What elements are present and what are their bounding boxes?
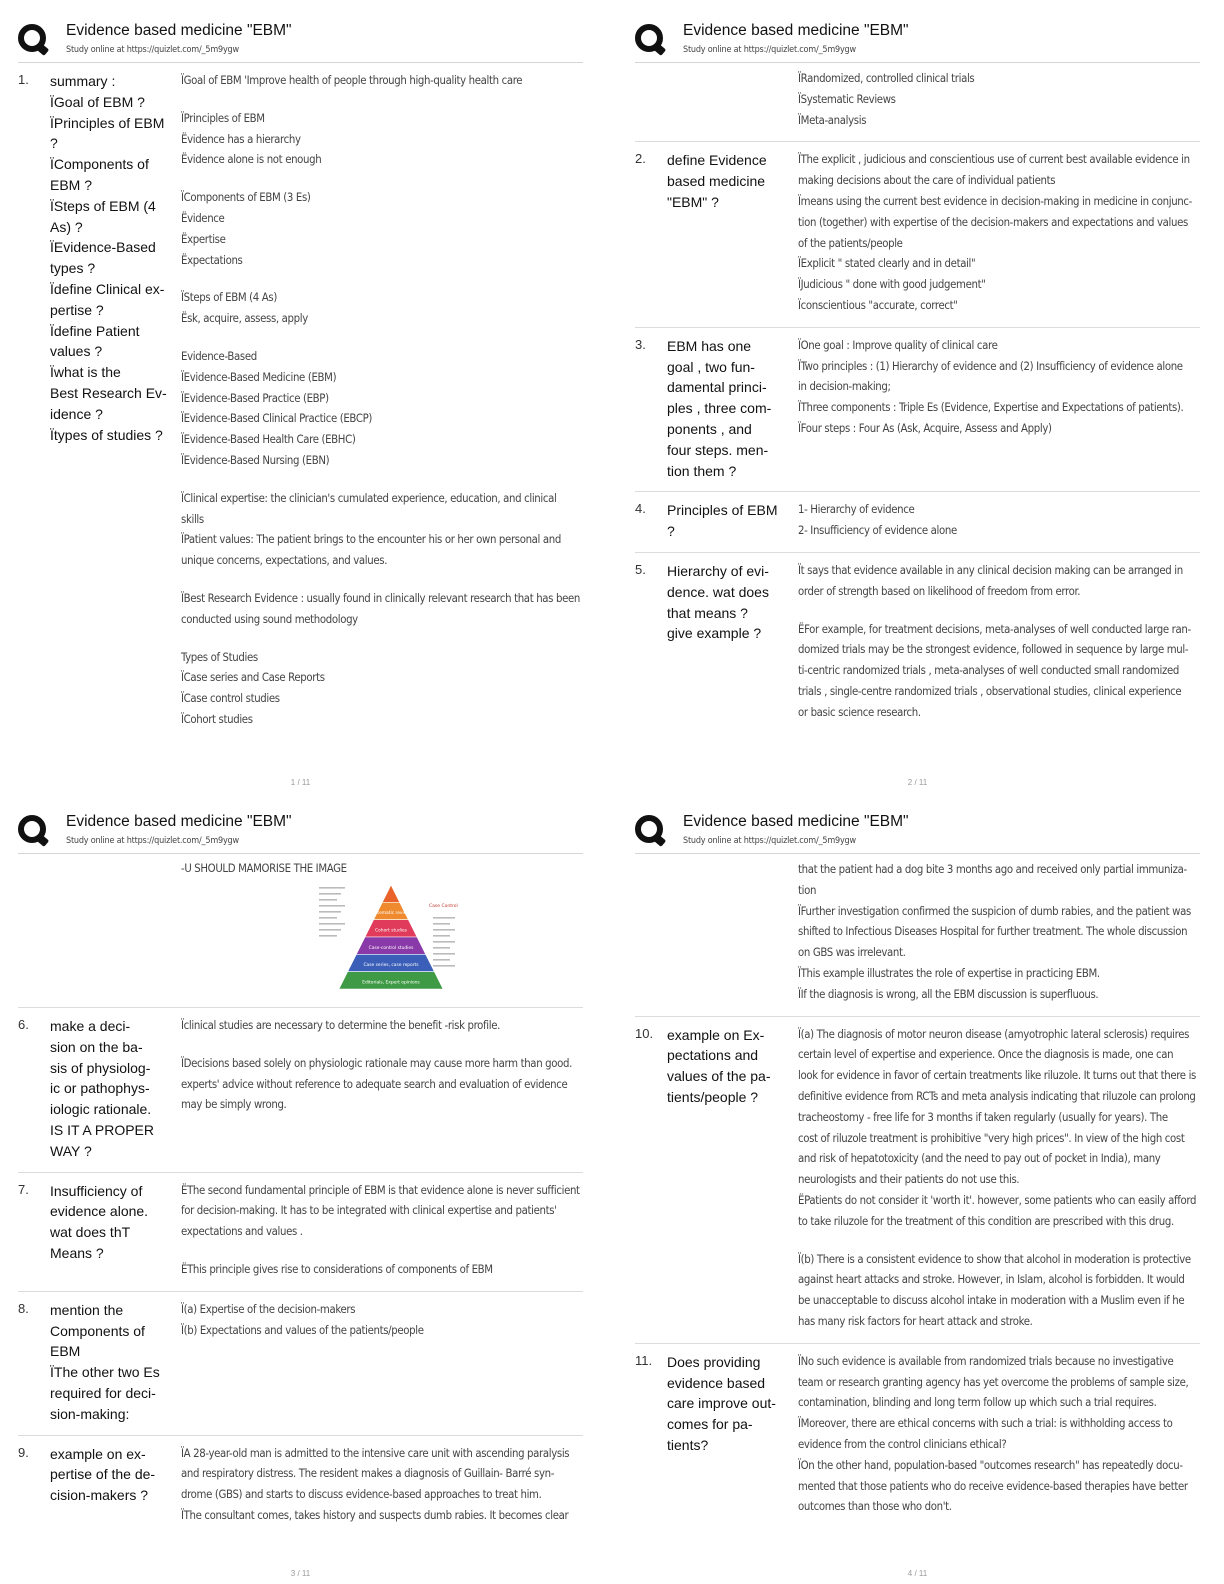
page-number: 4 / 11: [907, 1569, 928, 1578]
pyramid-note-line: [433, 965, 455, 967]
text-line: or basic science research.: [798, 705, 921, 719]
term-line: tients?: [667, 1436, 709, 1453]
quizlet-logo-icon: [635, 815, 663, 843]
text-line: ÏPrinciples of EBM: [181, 111, 265, 125]
pyramid-level-label: Case-control studies: [368, 945, 414, 951]
flashcard: [635, 1017, 1200, 1344]
page-number: 3 / 11: [290, 1569, 311, 1578]
card-term: [50, 1016, 181, 1162]
pyramid-note-line: [319, 905, 345, 907]
term-line: ÏPrinciples of EBM: [50, 114, 165, 131]
flashcard: [635, 328, 1200, 493]
term-line: tion them ?: [667, 462, 737, 479]
text-line: on GBS was irrelevant.: [798, 946, 906, 960]
term-line: ?: [50, 135, 58, 152]
text-line: ÏThe consultant comes, takes history and suspects dumb rabies. It becomes clear: [181, 1508, 569, 1522]
card-term: [667, 150, 798, 316]
pyramid-note-line: [319, 929, 341, 931]
term-line: care improve out-: [667, 1395, 776, 1412]
card-number: 11.: [635, 1352, 653, 1368]
line-gap: [181, 572, 583, 589]
card-number: 9.: [18, 1444, 29, 1460]
card-list: [635, 1017, 1200, 1529]
term-line: that means ?: [667, 604, 748, 621]
text-line: Ïmeans using the current best evidence in decision-making in medicine in conjunc-: [798, 194, 1192, 208]
term-line: ples , three com-: [667, 400, 772, 417]
card-term: [667, 1025, 798, 1333]
pyramid-note-line: [433, 923, 450, 925]
flashcard: [635, 553, 1200, 734]
set-title: Evidence based medicine "EBM": [683, 22, 909, 39]
text-line: ÏGoal of EBM 'Improve health of people through high-quality health care: [181, 74, 523, 87]
card-term: [50, 1444, 181, 1527]
term-line: ÏEvidence-Based: [50, 239, 156, 256]
pyramid-side-label: Case Control: [429, 904, 458, 909]
set-url: Study online at https://quizlet.com/_5m9ygw: [66, 45, 239, 55]
text-line: for decision-making. It has to be integrated with clinical expertise and patients': [181, 1204, 557, 1218]
term-line: cision-makers ?: [50, 1487, 149, 1504]
text-line: Evidence-Based: [181, 349, 257, 363]
pyramid-note-line: [319, 917, 337, 919]
text-line: trials , single-centre randomized trials , observational studies, clinical experience: [798, 684, 1182, 698]
page-number: 1 / 11: [290, 778, 311, 787]
text-line: outcomes than those who don't.: [798, 1500, 952, 1514]
text-line: team or research granting agency has yet overcome the problems of sample size,: [798, 1375, 1189, 1389]
text-line: against heart attacks and stroke. However, in Islam, alcohol is forbidden. It would: [798, 1273, 1185, 1287]
line-gap: [181, 92, 583, 109]
term-line: values ?: [50, 343, 103, 360]
term-line: dence. wat does: [667, 583, 769, 600]
term-line: evidence alone.: [50, 1203, 149, 1220]
text-line: order of strength based on likelihood of freedom from error.: [798, 584, 1081, 598]
text-line: ÏTwo principles : (1) Hierarchy of evidence and (2) Insufficiency of evidence alone: [798, 359, 1183, 373]
image-caption: -U SHOULD MAMORISE THE IMAGE: [181, 862, 347, 875]
card-image-block: [18, 854, 583, 1008]
text-line: Ï(b) There is a consistent evidence to show that alcohol in moderation is protective: [798, 1252, 1191, 1266]
pyramid-note-line: [433, 929, 455, 931]
card-term: [50, 1181, 181, 1281]
text-line: ÏEvidence-Based Practice (EBP): [181, 391, 329, 405]
text-line: Ëvidence: [181, 211, 225, 225]
card-definition: [798, 561, 1200, 724]
card-number: 10.: [635, 1025, 654, 1041]
term-line: sion-making:: [50, 1405, 130, 1422]
card-definition: [181, 1444, 583, 1527]
term-line: define Evidence: [667, 152, 767, 169]
text-line: making decisions about the care of individual patients: [798, 174, 1056, 188]
set-url: Study online at https://quizlet.com/_5m9ygw: [683, 836, 856, 846]
text-line: ÏEvidence-Based Nursing (EBN): [181, 453, 330, 467]
pyramid-note-line: [433, 953, 455, 955]
term-line: ÏSteps of EBM (4: [50, 197, 156, 214]
pyramid-note-line: [319, 887, 345, 889]
text-line: neurologists and their patients do not use this.: [798, 1173, 1020, 1187]
text-line: shifted to Infectious Diseases Hospital for further treatment. The whole discussion: [798, 925, 1188, 939]
text-line: definitive evidence from RCTs and meta analysis indicating that riluzole can prolong: [798, 1089, 1196, 1103]
text-line: ÏSystematic Reviews: [798, 92, 896, 106]
text-line: Ï(a) Expertise of the decision-makers: [181, 1302, 356, 1316]
text-line: look for evidence in favor of certain treatments like riluzole. It turns out that there is: [798, 1069, 1197, 1083]
page-number: 2 / 11: [907, 778, 928, 787]
card-definition: [181, 71, 583, 731]
text-line: ÏIf the diagnosis is wrong, all the EBM discussion is superfluous.: [798, 987, 1099, 1001]
line-gap: [798, 1233, 1200, 1250]
term-line: EBM ?: [50, 176, 93, 193]
term-line: Ïwhat is the: [50, 364, 121, 381]
term-line: Ïtypes of studies ?: [50, 426, 163, 443]
pyramid-note-line: [319, 911, 341, 913]
page-header: [635, 809, 1200, 854]
term-line: values of the pa-: [667, 1068, 771, 1085]
text-line: drome (GBS) and starts to discuss evidence-based approaches to treat him.: [181, 1488, 542, 1502]
term-line: ?: [667, 523, 675, 540]
text-line: Ï(b) Expectations and values of the patients/people: [181, 1323, 424, 1337]
text-line: Ëxpectations: [181, 253, 243, 267]
text-line: ËThe second fundamental principle of EBM is that evidence alone is never sufficient: [181, 1183, 580, 1197]
term-line: Ïdefine Patient: [50, 322, 140, 339]
line-gap: [181, 171, 583, 188]
text-line: Ïconscientious "accurate, correct": [798, 298, 958, 312]
term-line: IS IT A PROPER: [50, 1121, 155, 1138]
card-definition: [798, 150, 1200, 316]
pyramid-note-line: [319, 923, 345, 925]
text-line: ÏThe explicit , judicious and conscientious use of current best available evidence in: [798, 153, 1190, 167]
text-line: ÏSteps of EBM (4 As): [181, 291, 277, 305]
text-line: has many risk factors for heart attack and stroke.: [798, 1314, 1033, 1328]
term-line: example on ex-: [50, 1445, 146, 1462]
pyramid-note-line: [433, 935, 450, 937]
text-line: ÏCohort studies: [181, 712, 253, 726]
term-line: Hierarchy of evi-: [667, 562, 769, 579]
card-definition: [181, 1300, 583, 1425]
text-line: Ëvidence has a hierarchy: [181, 132, 301, 146]
term-line: Ïdefine Clinical ex-: [50, 280, 165, 297]
text-line: ÏBest Research Evidence : usually found in clinically relevant research that has been: [181, 591, 580, 605]
flashcard: [18, 1173, 583, 1292]
text-line: 1- Hierarchy of evidence: [798, 503, 915, 517]
text-line: ÏEvidence-Based Medicine (EBM): [181, 370, 337, 384]
flashcard: [635, 142, 1200, 327]
pyramid-note-line: [433, 959, 450, 961]
pyramid-note-line: [319, 899, 337, 901]
term-line: ponents , and: [667, 420, 752, 437]
text-line: of the patients/people: [798, 236, 903, 250]
evidence-pyramid-image: [311, 877, 471, 997]
card-number: 2.: [635, 151, 646, 167]
line-gap: [798, 603, 1200, 620]
quizlet-logo-icon: [18, 815, 46, 843]
text-line: unique concerns, expectations, and values.: [181, 554, 388, 568]
term-line: pectations and: [667, 1047, 759, 1064]
pyramid-graphic: [311, 877, 471, 997]
line-gap: [181, 472, 583, 489]
page-header: [18, 809, 583, 854]
pyramid-note-line: [319, 893, 341, 895]
page-header: [18, 18, 583, 63]
text-line: ÏJudicious " done with good judgement": [798, 278, 986, 292]
term-line: pertise ?: [50, 301, 104, 318]
card-term: [667, 336, 798, 482]
pyramid-note-line: [433, 941, 455, 943]
term-line: four steps. men-: [667, 441, 769, 458]
set-url: Study online at https://quizlet.com/_5m9ygw: [66, 836, 239, 846]
card-list: [635, 142, 1200, 733]
line-gap: [181, 1037, 583, 1054]
flashcard: [18, 1292, 583, 1436]
term-line: summary :: [50, 73, 116, 89]
card-number: 8.: [18, 1300, 29, 1316]
text-line: certain level of expertise and experience. Once the diagnosis is made, one can: [798, 1048, 1174, 1062]
flashcard: [635, 492, 1200, 553]
term-line: ÏThe other two Es: [50, 1364, 160, 1381]
pyramid-level-label: Cohort studies: [375, 928, 407, 934]
term-line: ic or pathophys-: [50, 1080, 150, 1097]
term-line: Does providing: [667, 1353, 761, 1370]
term-line: ÏGoal of EBM ?: [50, 93, 145, 110]
text-line: ÏPatient values: The patient brings to the encounter his or her own personal and: [181, 533, 561, 547]
text-line: ËFor example, for treatment decisions, meta-analyses of well conducted large ran-: [798, 622, 1191, 636]
card-term: [667, 500, 798, 542]
text-line: cost of riluzole treatment is prohibitive "very high prices". In view of the high cost: [798, 1131, 1185, 1145]
term-line: idence ?: [50, 405, 103, 422]
card-list: [18, 63, 583, 741]
card-number: 3.: [635, 336, 646, 352]
card-number: 5.: [635, 561, 646, 577]
term-line: iologic rationale.: [50, 1101, 152, 1118]
term-line: pertise of the de-: [50, 1466, 156, 1483]
page-2: [635, 18, 1200, 793]
text-line: ÏMeta-analysis: [798, 113, 867, 127]
card-definition: [798, 500, 1200, 542]
text-line: 2- Insufficiency of evidence alone: [798, 524, 957, 538]
line-gap: [181, 1243, 583, 1260]
text-line: domized trials may be the strongest evidence, followed in sequence by large mul-: [798, 643, 1189, 657]
line-gap: [181, 271, 583, 288]
text-line: ÏNo such evidence is available from randomized trials because no investigative: [798, 1354, 1174, 1368]
term-line: example on Ex-: [667, 1026, 765, 1043]
term-line: comes for pa-: [667, 1416, 753, 1433]
term-line: EBM: [50, 1343, 81, 1360]
term-line: give example ?: [667, 625, 762, 642]
term-line: As) ?: [50, 218, 83, 235]
text-line: ÏEvidence-Based Health Care (EBHC): [181, 433, 356, 447]
text-line: contamination, blinding and long term follow up which such a trial requires.: [798, 1396, 1157, 1410]
term-line: make a deci-: [50, 1018, 131, 1034]
card-definition: [798, 1352, 1200, 1518]
text-line: ÏThree components : Triple Es (Evidence, Expertise and Expectations of patients).: [798, 401, 1184, 415]
text-line: Ëxpertise: [181, 232, 226, 246]
text-line: to take riluzole for the treatment of this condition are prescribed with this drug.: [798, 1214, 1174, 1228]
card-number: 6.: [18, 1017, 29, 1032]
text-line: that the patient had a dog bite 3 months ago and received only partial immuniza-: [798, 863, 1187, 876]
page-1: [18, 18, 583, 793]
card-definition: [798, 1025, 1200, 1333]
pyramid-level-label: Systematic reviews: [369, 911, 413, 917]
flashcard: [18, 1008, 583, 1173]
text-line: ÏOne goal : Improve quality of clinical care: [798, 338, 998, 352]
text-line: conducted using sound methodology: [181, 612, 358, 626]
pyramid-note-line: [433, 917, 455, 919]
text-line: ÏCase series and Case Reports: [181, 671, 325, 685]
text-line: ÏRandomized, controlled clinical trials: [798, 72, 975, 85]
text-line: Ï(a) The diagnosis of motor neuron disease (amyotrophic lateral sclerosis) requires: [798, 1027, 1190, 1041]
text-line: and respiratory distress. The resident makes a diagnosis of Guillain- Barré syn-: [181, 1467, 555, 1481]
pyramid-level-label: Editorials, Expert opinions: [362, 980, 420, 986]
text-line: Ësk, acquire, assess, apply: [181, 312, 308, 326]
term-line: based medicine: [667, 173, 766, 190]
text-line: evidence from the control clinicians ethical?: [798, 1437, 1007, 1451]
text-line: Ït says that evidence available in any clinical decision making can be arranged in: [798, 563, 1183, 577]
term-line: Best Research Ev-: [50, 384, 167, 401]
text-line: ËThis principle gives rise to considerations of components of EBM: [181, 1262, 493, 1276]
text-line: be unacceptable to discuss alcohol intake in moderation with a Muslim even if he: [798, 1294, 1185, 1308]
text-line: may be simply wrong.: [181, 1098, 287, 1112]
text-line: ÏEvidence-Based Clinical Practice (EBCP): [181, 412, 372, 426]
text-line: tion: [798, 883, 817, 897]
text-line: skills: [181, 512, 204, 526]
text-line: tracheostomy - free life for 3 months if taken regularly (usually for years). The: [798, 1110, 1168, 1124]
term-line: ÏComponents of: [50, 156, 149, 173]
page-3: [18, 809, 583, 1584]
card-continuation: [635, 854, 1200, 1017]
text-line: tion (together) with expertise of the decision-makers and expectations and values: [798, 215, 1188, 229]
card-definition: [798, 336, 1200, 482]
term-line: mention the: [50, 1301, 124, 1318]
card-term: [667, 1352, 798, 1518]
text-line: ÏClinical expertise: the clinician's cumulated experience, education, and clinical: [181, 491, 557, 505]
text-line: ÏThis example illustrates the role of expertise in practicing EBM.: [798, 966, 1100, 980]
term-line: tients/people ?: [667, 1088, 759, 1105]
card-definition: [181, 1181, 583, 1281]
text-line: ÏExplicit " stated clearly and in detail": [798, 257, 976, 271]
flashcard: [635, 1344, 1200, 1528]
term-line: Components of: [50, 1322, 145, 1339]
term-line: EBM has one: [667, 337, 752, 354]
text-line: experts' advice without reference to adequate search and evaluation of evidence: [181, 1077, 568, 1091]
text-line: ÏComponents of EBM (3 Es): [181, 191, 311, 205]
text-line: ÏDecisions based solely on physiologic rationale may cause more harm than good.: [181, 1056, 572, 1070]
card-list: [18, 1008, 583, 1537]
card-continuation: [635, 63, 1200, 142]
set-title: Evidence based medicine "EBM": [66, 22, 292, 39]
quizlet-logo-icon: [635, 24, 663, 52]
term-line: damental princi-: [667, 379, 767, 396]
card-number: 4.: [635, 501, 646, 517]
text-line: Ëvidence alone is not enough: [181, 153, 322, 167]
term-line: sion on the ba-: [50, 1038, 143, 1055]
term-line: Principles of EBM: [667, 502, 778, 519]
term-line: "EBM" ?: [667, 193, 719, 210]
text-line: ÏOn the other hand, population-based "outcomes research" has repeatedly docu-: [798, 1458, 1183, 1472]
text-line: ÏCase control studies: [181, 692, 280, 706]
text-line: ÏA 28-year-old man is admitted to the intensive care unit with ascending paralysis: [181, 1446, 570, 1460]
text-line: ti-centric randomized trials , meta-analyses of well conducted small randomized: [798, 664, 1179, 678]
text-line: and risk of hepatotoxicity (and the need to pay out of pocket in India), many: [798, 1152, 1161, 1166]
text-line: Types of Studies: [181, 650, 258, 664]
text-line: expectations and values .: [181, 1225, 303, 1239]
card-definition: [181, 1016, 583, 1162]
quizlet-logo-icon: [18, 24, 46, 52]
text-line: ÏMoreover, there are ethical concerns with such a trial: is withholding access to: [798, 1417, 1173, 1431]
flashcard: [18, 1436, 583, 1537]
line-gap: [181, 330, 583, 347]
card-term: [50, 71, 181, 731]
card-number: 1.: [18, 72, 29, 87]
pyramid-note-line: [433, 947, 450, 949]
term-line: wat does thT: [50, 1224, 131, 1241]
pyramid-level-label: Case series, case reports: [363, 963, 419, 969]
pyramid-note-line: [319, 935, 337, 937]
page-header: [635, 18, 1200, 63]
term-line: WAY ?: [50, 1142, 92, 1159]
set-title: Evidence based medicine "EBM": [66, 813, 292, 830]
set-title: Evidence based medicine "EBM": [683, 813, 909, 830]
text-line: in decision-making;: [798, 380, 891, 394]
text-line: ËPatients do not consider it 'worth it'. however, some patients who can easily afford: [798, 1193, 1197, 1207]
term-line: Means ?: [50, 1244, 104, 1261]
line-gap: [181, 631, 583, 648]
page-4: [635, 809, 1200, 1584]
text-line: ÏFurther investigation confirmed the suspicion of dumb rabies, and the patient was: [798, 904, 1191, 918]
text-line: ÏFour steps : Four As (Ask, Acquire, Assess and Apply): [798, 421, 1052, 435]
text-line: Ïclinical studies are necessary to determine the benefit -risk profile.: [181, 1019, 501, 1032]
term-line: evidence based: [667, 1374, 766, 1391]
term-line: types ?: [50, 260, 96, 277]
card-term: [667, 561, 798, 724]
flashcard: [18, 63, 583, 741]
term-line: Insufficiency of: [50, 1182, 143, 1199]
card-term: [50, 1300, 181, 1425]
term-line: sis of physiolog-: [50, 1059, 151, 1076]
term-line: goal , two fun-: [667, 358, 755, 375]
text-line: mented that those patients who do receive evidence-based therapies have better: [798, 1479, 1188, 1493]
pyramid-level: [382, 885, 399, 902]
set-url: Study online at https://quizlet.com/_5m9ygw: [683, 45, 856, 55]
card-number: 7.: [18, 1181, 29, 1197]
term-line: required for deci-: [50, 1384, 156, 1401]
